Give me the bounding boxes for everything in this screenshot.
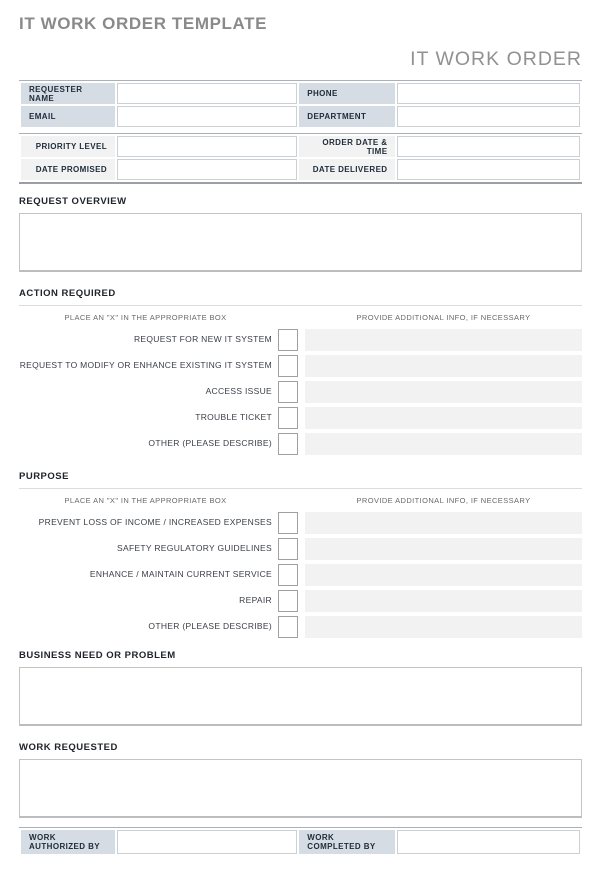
action-row-label-new-system: REQUEST FOR NEW IT SYSTEM (133, 334, 272, 345)
purpose-row-label-repair: REPAIR (239, 595, 272, 606)
order-date-time-input[interactable] (397, 136, 580, 157)
action-info-input-trouble-ticket[interactable] (305, 407, 582, 429)
date-delivered-input[interactable] (397, 159, 580, 180)
action-info-input-access-issue[interactable] (305, 381, 582, 403)
work-completed-by-label: WORK COMPLETED BY (299, 830, 395, 854)
action-checkbox-modify-enhance[interactable] (278, 355, 298, 377)
action-info-input-other[interactable] (305, 433, 582, 455)
email-label: EMAIL (21, 106, 115, 127)
purpose-info-input-other[interactable] (305, 616, 582, 638)
priority-level-label: PRIORITY LEVEL (21, 136, 115, 157)
page-title: IT WORK ORDER TEMPLATE (19, 14, 268, 33)
action-row-label-modify-enhance: REQUEST TO MODIFY OR ENHANCE EXISTING IT SYSTEM (19, 360, 272, 371)
section-divider (19, 305, 582, 306)
purpose-col-header-checkbox: PLACE AN "X" IN THE APPROPRIATE BOX (64, 496, 227, 505)
action-required-grid (19, 313, 582, 455)
date-promised-label: DATE PROMISED (21, 159, 115, 180)
requester-name-input[interactable] (117, 83, 297, 104)
contact-table (19, 80, 582, 129)
purpose-col-header-info: PROVIDE ADDITIONAL INFO, IF NECESSARY (356, 496, 531, 505)
request-overview-textarea[interactable] (19, 213, 582, 272)
purpose-checkbox-safety[interactable] (278, 538, 298, 560)
table-row (21, 830, 580, 854)
table-row (21, 159, 580, 180)
work-completed-by-input[interactable] (397, 830, 580, 854)
action-info-input-modify-enhance[interactable] (305, 355, 582, 377)
work-requested-heading: WORK REQUESTED (19, 742, 118, 753)
purpose-checkbox-enhance-maintain[interactable] (278, 564, 298, 586)
action-checkbox-new-system[interactable] (278, 329, 298, 351)
section-divider (19, 488, 582, 489)
business-need-heading: BUSINESS NEED OR PROBLEM (19, 650, 176, 661)
action-col-header-checkbox: PLACE AN "X" IN THE APPROPRIATE BOX (64, 313, 227, 322)
table-row (21, 136, 580, 157)
work-authorized-by-label: WORK AUTHORIZED BY (21, 830, 115, 854)
work-authorized-by-input[interactable] (117, 830, 297, 854)
action-row-label-access-issue: ACCESS ISSUE (205, 386, 272, 397)
table-row (21, 83, 580, 104)
department-label: DEPARTMENT (299, 106, 395, 127)
work-requested-textarea[interactable] (19, 759, 582, 818)
purpose-info-input-prevent-loss[interactable] (305, 512, 582, 534)
business-need-textarea[interactable] (19, 667, 582, 726)
purpose-row-label-prevent-loss: PREVENT LOSS OF INCOME / INCREASED EXPENSES (38, 517, 272, 528)
action-required-heading: ACTION REQUIRED (19, 288, 116, 299)
order-date-time-label: ORDER DATE & TIME (299, 136, 395, 157)
requester-name-label: REQUESTER NAME (21, 83, 115, 104)
purpose-row-label-enhance-maintain: ENHANCE / MAINTAIN CURRENT SERVICE (89, 569, 272, 580)
purpose-info-input-safety[interactable] (305, 538, 582, 560)
action-row-label-other: OTHER (PLEASE DESCRIBE) (148, 438, 272, 449)
email-input[interactable] (117, 106, 297, 127)
action-info-input-new-system[interactable] (305, 329, 582, 351)
purpose-info-input-repair[interactable] (305, 590, 582, 612)
phone-input[interactable] (397, 83, 580, 104)
purpose-info-input-enhance-maintain[interactable] (305, 564, 582, 586)
purpose-checkbox-repair[interactable] (278, 590, 298, 612)
date-delivered-label: DATE DELIVERED (299, 159, 395, 180)
request-overview-heading: REQUEST OVERVIEW (19, 196, 127, 207)
action-col-header-info: PROVIDE ADDITIONAL INFO, IF NECESSARY (356, 313, 531, 322)
purpose-row-label-other: OTHER (PLEASE DESCRIBE) (148, 621, 272, 632)
action-row-label-trouble-ticket: TROUBLE TICKET (195, 412, 272, 423)
action-checkbox-trouble-ticket[interactable] (278, 407, 298, 429)
priority-level-input[interactable] (117, 136, 297, 157)
action-checkbox-access-issue[interactable] (278, 381, 298, 403)
department-input[interactable] (397, 106, 580, 127)
form-title: IT WORK ORDER (410, 48, 582, 70)
purpose-checkbox-prevent-loss[interactable] (278, 512, 298, 534)
phone-label: PHONE (299, 83, 395, 104)
action-checkbox-other[interactable] (278, 433, 298, 455)
purpose-row-label-safety: SAFETY REGULATORY GUIDELINES (117, 543, 272, 554)
date-promised-input[interactable] (117, 159, 297, 180)
purpose-grid (19, 496, 582, 638)
purpose-checkbox-other[interactable] (278, 616, 298, 638)
table-row (21, 106, 580, 127)
signoff-table (19, 827, 582, 856)
purpose-heading: PURPOSE (19, 471, 69, 482)
priority-table (19, 133, 582, 184)
